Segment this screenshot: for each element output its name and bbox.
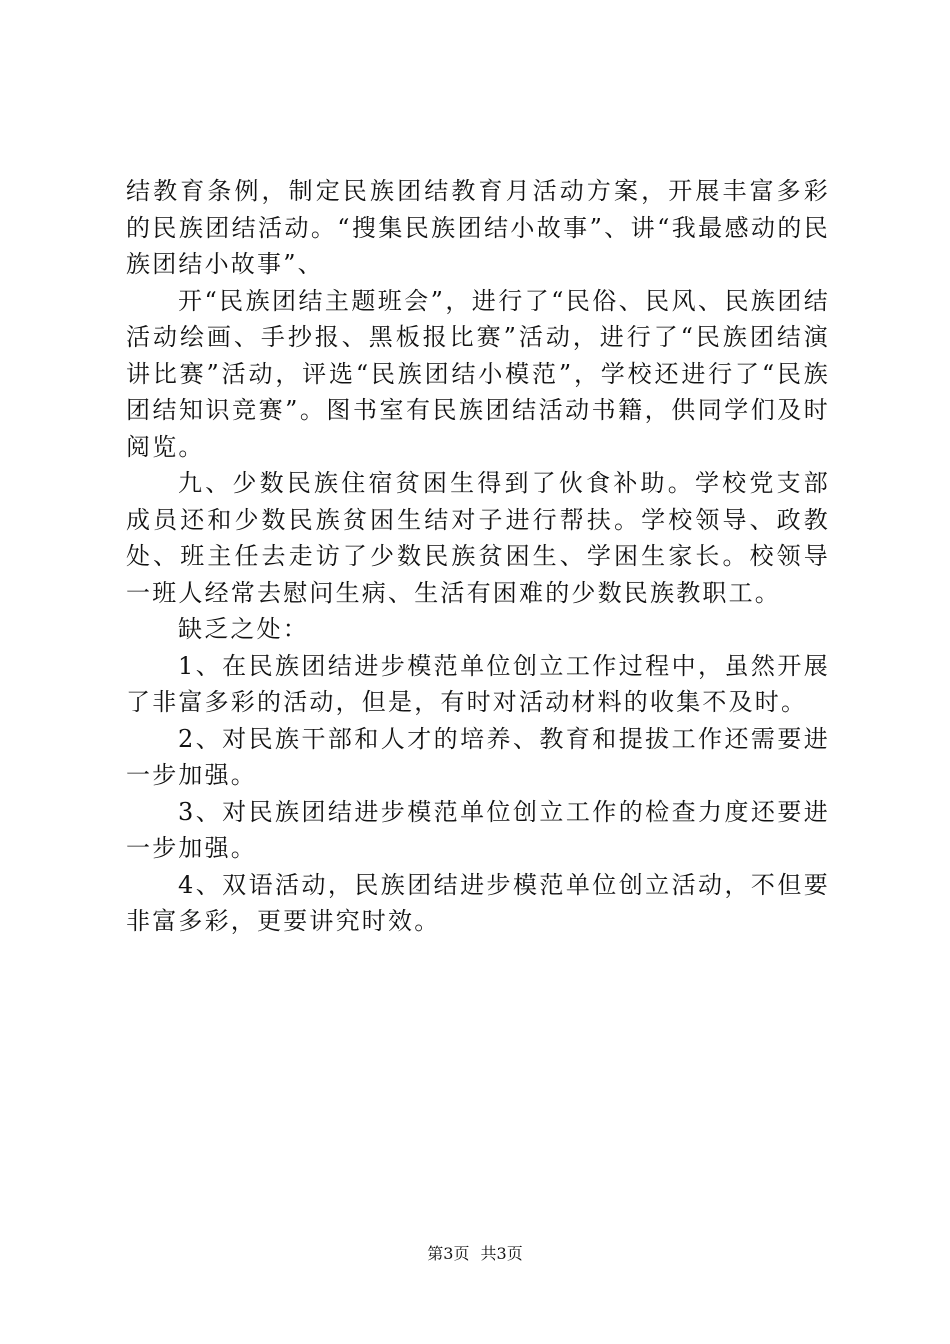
page-number: 第3页 <box>427 1244 470 1263</box>
document-body <box>126 173 830 940</box>
paragraph-shortcomings-heading: 缺乏之处： <box>178 615 309 643</box>
paragraph-shortcoming-1: 1、在民族团结进步模范单位创立工作过程中，虽然开展了非富多彩的活动，但是，有时对活动材料的收集不及时。 <box>126 651 830 716</box>
paragraph-shortcoming-3: 3、对民族团结进步模范单位创立工作的检查力度还要进一步加强。 <box>126 797 830 862</box>
paragraph-shortcoming-4: 4、双语活动，民族团结进步模范单位创立活动，不但要非富多彩，更要讲究时效。 <box>126 870 830 935</box>
paragraph-class-activities: 开“民族团结主题班会”，进行了“民俗、民风、民族团结活动绘画、手抄报、黑板报比赛”活动，进行了“民族团结演讲比赛”活动，评选“民族团结小模范”，学校还进行了“民族团结知识竞赛”。图书室有民族团结活动书籍，供同学们及时阅览。 <box>126 286 830 461</box>
page-total: 共3页 <box>480 1244 523 1263</box>
page-footer <box>0 1244 950 1264</box>
paragraph-shortcoming-2: 2、对民族干部和人才的培养、教育和提拔工作还需要进一步加强。 <box>126 724 830 789</box>
paragraph-continued: 结教育条例，制定民族团结教育月活动方案，开展丰富多彩的民族团结活动。“搜集民族团结小故事”、讲“我最感动的民族团结小故事”、 <box>126 177 830 278</box>
paragraph-item-nine: 九、少数民族住宿贫困生得到了伙食补助。学校党支部成员还和少数民族贫困生结对子进行帮扶。学校领导、政教处、班主任去走访了少数民族贫困生、学困生家长。校领导一班人经常去慰问生病、生活有困难的少数民族教职工。 <box>126 469 830 607</box>
